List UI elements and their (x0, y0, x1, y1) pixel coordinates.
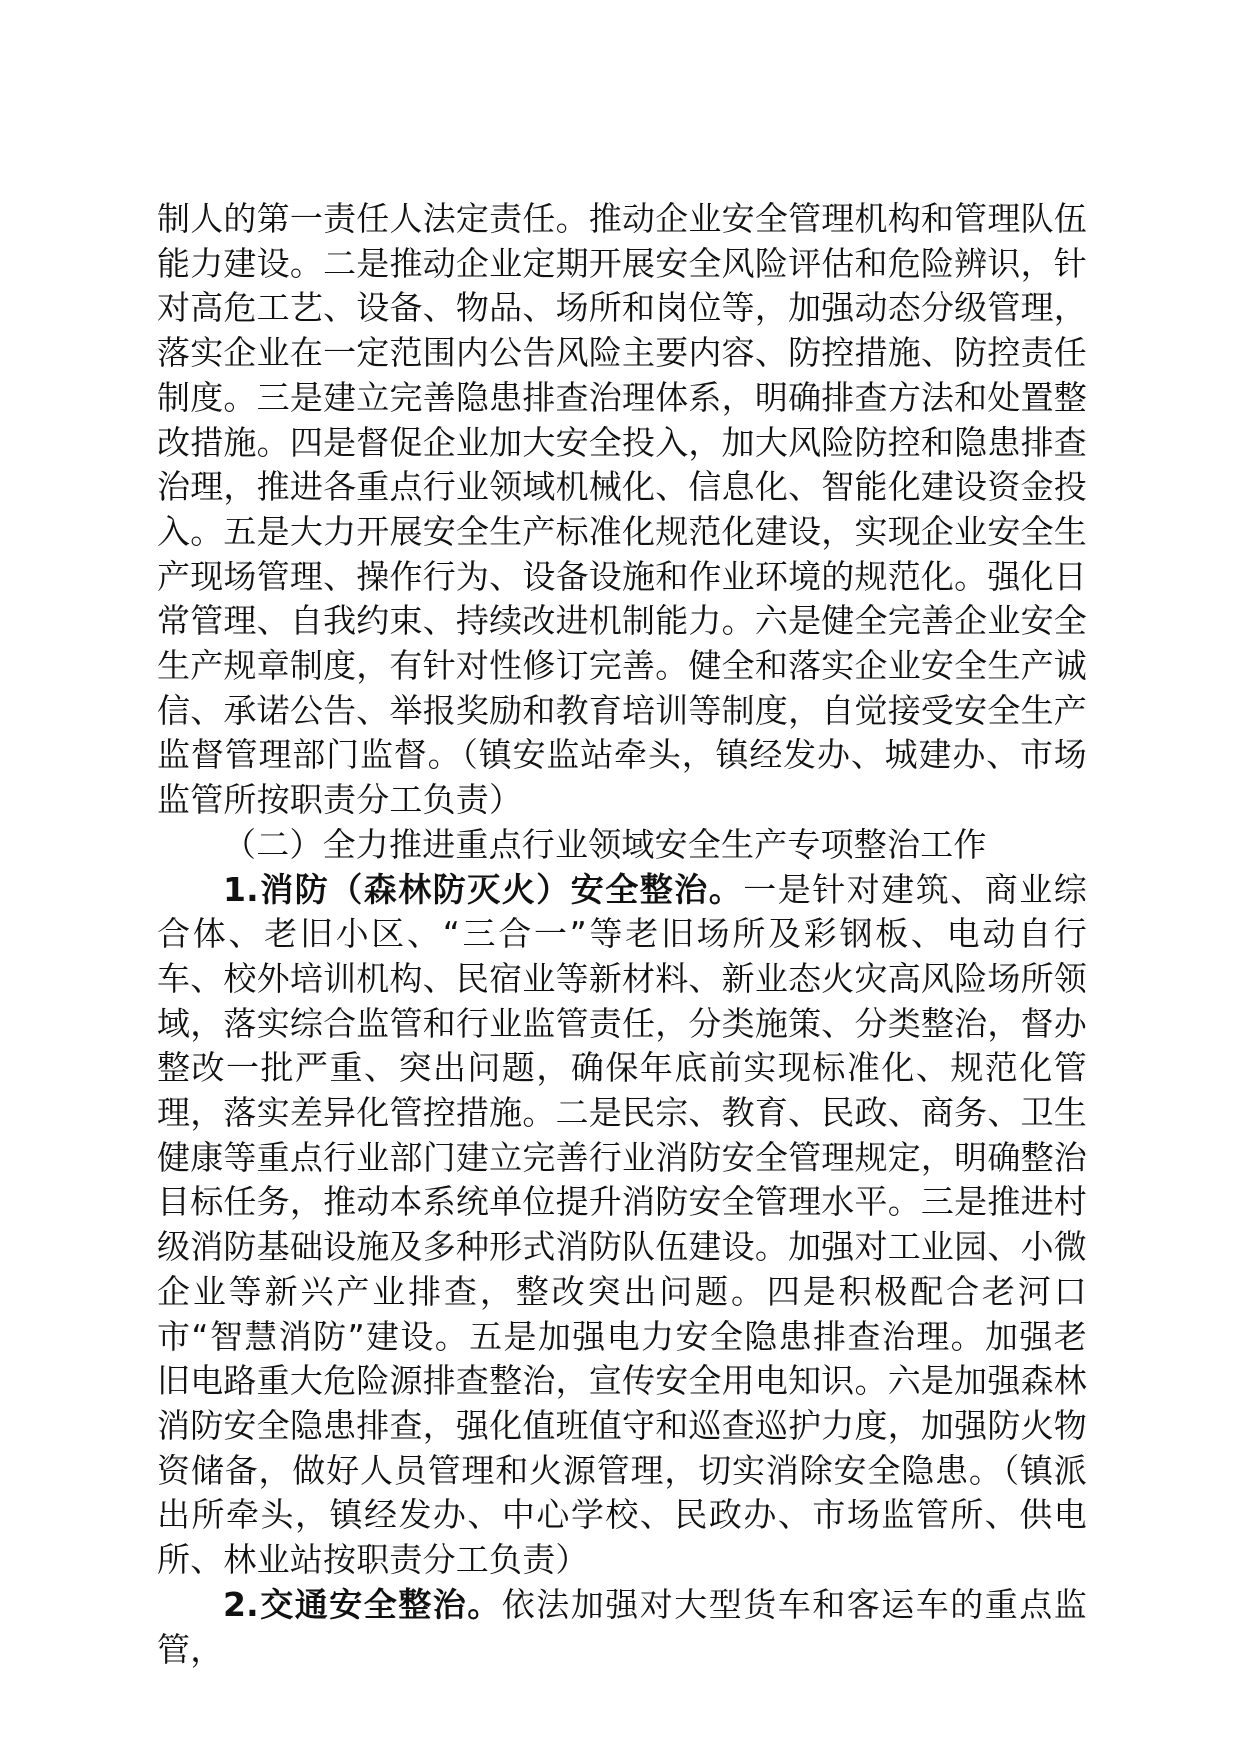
section-heading: （二）全力推进重点行业领域安全生产专项整治工作 (223, 824, 987, 864)
item-traffic-safety (157, 1583, 1087, 1672)
item-fire-safety-body: 一是针对建筑、商业综合体、老旧小区、“三合一”等老旧场所及彩钢板、电动自行车、校外培训机构、民宿业等新材料、新业态火灾高风险场所领域，落实综合监管和行业监管责任，分类施策、分类整治，督办整改一批严重、突出问题，确保年底前实现标准化、规范化管理，落实差异化管控措施。二是民宗、教育、民政、商务、卫生健康等重点行业部门建立完善行业消防安全管理规定，明确整治目标任务，推动本系统单位提升消防安全管理水平。三是推进村级消防基础设施及多种形式消防队伍建设。加强对工业园、小微企业等新兴产业排查，整改突出问题。四是积极配合老河口市“智慧消防”建设。五是加强电力安全隐患排查治理。加强老旧电路重大危险源排查整治，宣传安全用电知识。六是加强森林消防安全隐患排查，强化值班值守和巡查巡护力度，加强防火物资储备，做好人员管理和火源管理，切实消除安全隐患。（镇派出所牵头，镇经发办、中心学校、民政办、市场监管所、供电所、林业站按职责分工负责） (157, 869, 1088, 1580)
document-page (157, 197, 1087, 1672)
item-traffic-safety-title: 2.交通安全整治。 (223, 1584, 502, 1624)
item-fire-safety-title: 1.消防（森林防灭火）安全整治。 (223, 869, 744, 909)
item-fire-safety (157, 868, 1087, 1583)
item-traffic-safety-body: 依法加强对大型货车和客运车的重点监管， (157, 1584, 1087, 1669)
paragraph-continued: 制人的第一责任人法定责任。推动企业安全管理机构和管理队伍能力建设。二是推动企业定期开展安全风险评估和危险辨识，针对高危工艺、设备、物品、场所和岗位等，加强动态分级管理，落实企业在一定范围内公告风险主要内容、防控措施、防控责任制度。三是建立完善隐患排查治理体系，明确排查方法和处置整改措施。四是督促企业加大安全投入，加大风险防控和隐患排查治理，推进各重点行业领域机械化、信息化、智能化建设资金投入。五是大力开展安全生产标准化规范化建设，实现企业安全生产现场管理、操作行为、设备设施和作业环境的规范化。强化日常管理、自我约束、持续改进机制能力。六是健全完善企业安全生产规章制度，有针对性修订完善。健全和落实企业安全生产诚信、承诺公告、举报奖励和教育培训等制度，自觉接受安全生产监督管理部门监督。（镇安监站牵头，镇经发办、城建办、市场监管所按职责分工负责） (157, 199, 1087, 820)
